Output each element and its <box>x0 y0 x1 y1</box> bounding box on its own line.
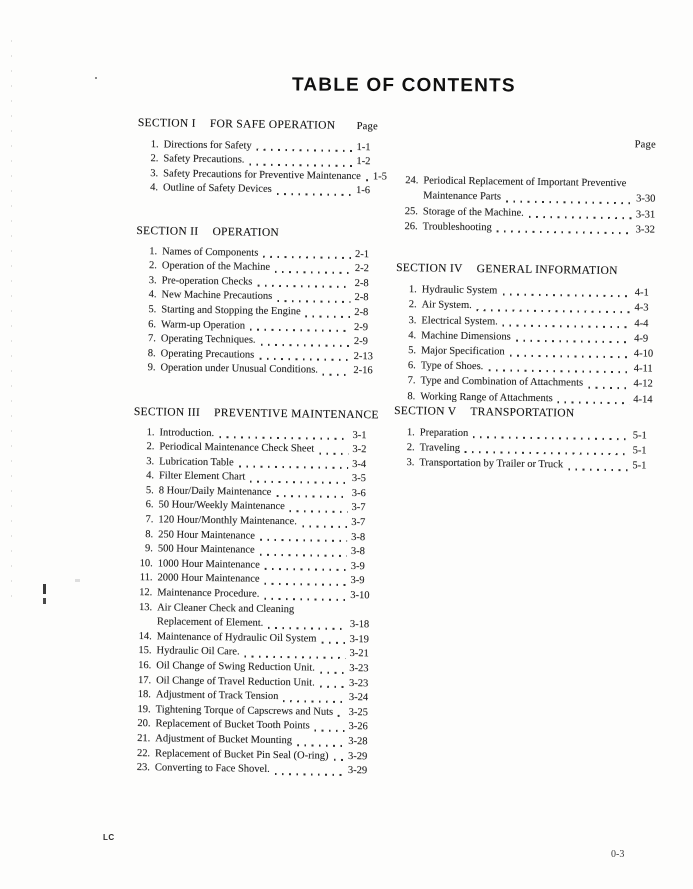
entry-page-number: 3-6 <box>351 487 366 500</box>
entry-number: 9. <box>147 362 156 374</box>
entry-page-number: 3-19 <box>349 633 370 646</box>
page-number: 0-3 <box>611 849 625 860</box>
toc-right-column <box>393 134 664 474</box>
entry-number: 18. <box>137 689 151 701</box>
entry-page-number: 3-2 <box>352 444 367 456</box>
dot-leader <box>338 715 345 717</box>
footer-code: LC <box>103 833 115 842</box>
entry-label: Replacement of Bucket Tooth Points <box>155 718 310 732</box>
entry-page-number: 4-3 <box>634 302 649 314</box>
entry-number: 3. <box>406 457 415 469</box>
section-heading <box>136 224 382 242</box>
section-title: GENERAL INFORMATION <box>476 263 618 278</box>
entry-number: 1. <box>150 138 159 150</box>
entry-label: Periodical Replacement of Important Preventive <box>423 175 627 190</box>
entry-page-number: 3-9 <box>350 575 365 587</box>
section-number: SECTION I <box>137 116 196 130</box>
entry-label: Troubleshooting <box>422 221 492 234</box>
dot-leader <box>277 193 352 196</box>
entry-label: 1000 Hour Maintenance <box>157 558 260 571</box>
entry-label: Operation under Unusual Conditions. <box>160 362 319 376</box>
ink-mark <box>43 598 46 604</box>
entry-label: Major Specification <box>420 345 505 358</box>
entry-number: 8. <box>407 390 416 402</box>
dot-leader <box>239 466 348 470</box>
entry-label: Oil Change of Travel Reduction Unit. <box>156 674 315 689</box>
dot-leader <box>268 627 346 630</box>
entry-page-number: 4-11 <box>633 363 653 375</box>
entry-number: 10. <box>139 557 153 570</box>
entry-label: 250 Hour Maintenance <box>158 528 256 542</box>
toc-entry <box>129 761 375 779</box>
entry-number: 6. <box>145 499 154 511</box>
entry-page-number: 2-8 <box>354 277 369 289</box>
entry-number: 9. <box>145 543 154 555</box>
entry-label: Tightening Torque of Capscrews and Nuts <box>155 704 334 718</box>
entry-page-number: 4-10 <box>633 348 654 360</box>
scan-speckle-line <box>11 40 12 600</box>
entry-page-number: 3-29 <box>348 750 368 762</box>
entry-number: 25. <box>404 205 418 217</box>
dot-leader <box>465 451 629 455</box>
entry-number: 3. <box>150 167 159 180</box>
entry-number: 8. <box>145 528 154 540</box>
dot-leader <box>276 495 347 498</box>
entry-number: 3. <box>146 455 155 467</box>
dot-leader <box>306 315 351 318</box>
dot-leader <box>510 355 630 359</box>
toc-entry <box>397 219 663 238</box>
entry-label: Adjustment of Track Tension <box>155 689 279 703</box>
section-number: SECTION II <box>136 224 199 238</box>
dot-leader <box>260 554 347 557</box>
entry-number: 7. <box>407 375 416 387</box>
entry-label: Oil Change of Swing Reduction Unit. <box>156 660 316 674</box>
dot-leader <box>588 386 629 389</box>
entry-number: 23. <box>136 762 150 774</box>
dot-leader <box>219 436 348 440</box>
entry-page-number: 3-5 <box>351 473 367 485</box>
dot-leader <box>257 285 350 288</box>
entry-label: Maintenance of Hydraulic Oil System <box>156 631 317 645</box>
page-column-label: Page <box>634 139 656 151</box>
entry-number: 14. <box>138 630 152 643</box>
entry-label: Pre-operation Checks <box>161 275 253 288</box>
toc-section <box>137 116 387 199</box>
dot-leader <box>290 510 348 513</box>
section-heading <box>134 405 380 423</box>
dot-leader <box>568 468 628 471</box>
entry-page-number: 3-10 <box>350 590 370 602</box>
dot-leader <box>502 294 630 298</box>
entry-label: Adjustment of Bucket Mounting <box>155 733 293 747</box>
dot-leader <box>275 773 344 776</box>
entry-number: 7. <box>147 333 156 345</box>
dot-leader <box>334 759 345 761</box>
entry-number: 4. <box>150 182 159 194</box>
entry-label: 500 Hour Maintenance <box>157 543 255 556</box>
entry-page-number: 3-8 <box>351 531 366 543</box>
toc-section <box>393 404 660 475</box>
page-label-row <box>398 134 664 153</box>
entry-label: Periodical Maintenance Check Sheet <box>159 441 315 455</box>
section-number: SECTION V <box>394 404 457 418</box>
dot-leader <box>558 401 630 404</box>
entry-label: Maintenance Parts <box>423 190 502 203</box>
entry-label: Outline of Safety Devices <box>162 182 272 196</box>
entry-number: 11. <box>139 572 153 584</box>
entry-number: 1. <box>146 426 155 438</box>
entry-page-number: 5-1 <box>632 460 647 472</box>
entry-page-number: 1-5 <box>372 171 387 183</box>
dot-leader <box>473 436 629 440</box>
entry-page-number: 4-12 <box>633 378 653 391</box>
section-title: TRANSPORTATION <box>470 405 575 420</box>
toc-section <box>394 261 662 408</box>
entry-page-number: 3-23 <box>349 663 369 675</box>
entry-number: 6. <box>407 360 416 372</box>
entry-label: Operation of the Machine <box>161 260 271 274</box>
page-column-label: Page <box>356 121 378 133</box>
ink-mark <box>43 584 46 594</box>
toc-section <box>129 405 380 779</box>
dot-leader <box>323 374 350 376</box>
entry-label: Names of Components <box>162 245 259 259</box>
entry-label: Safety Precautions. <box>163 153 245 166</box>
entry-number: 22. <box>136 747 151 759</box>
entry-page-number: 3-25 <box>348 706 369 719</box>
entry-label: Type of Shoes. <box>420 360 484 373</box>
dot-leader <box>320 686 345 688</box>
entry-label: 2000 Hour Maintenance <box>157 572 260 586</box>
section-title: FOR SAFE OPERATION <box>209 118 336 132</box>
entry-page-number: 3-30 <box>636 193 656 206</box>
entry-page-number: 3-26 <box>348 721 368 733</box>
entry-number: 5. <box>145 485 154 497</box>
entry-label: Maintenance Procedure. <box>157 587 260 600</box>
dot-leader <box>260 539 347 542</box>
dot-leader <box>245 656 346 659</box>
dot-leader <box>366 180 369 182</box>
entry-label: Air System. <box>421 299 472 312</box>
entry-number: 6. <box>148 318 157 330</box>
entry-label: Air Cleaner Check and Cleaning <box>157 601 295 615</box>
dot-leader <box>263 256 351 259</box>
dot-leader <box>529 216 632 219</box>
entry-number: 2. <box>150 153 159 165</box>
entry-page-number: 3-29 <box>347 765 368 777</box>
dot-leader <box>250 329 350 332</box>
entry-number: 7. <box>145 514 154 526</box>
entry-number: 1. <box>406 427 415 439</box>
entry-label: Transportation by Trailer or Truck <box>419 457 564 471</box>
entry-label: Preparation <box>419 427 469 440</box>
entry-page-number: 2-9 <box>353 321 369 333</box>
dot-leader <box>320 671 345 673</box>
section-heading <box>138 116 384 135</box>
entry-label: Type and Combination of Attachments <box>420 375 584 390</box>
entry-label: Working Range of Attachments <box>420 390 553 404</box>
entry-page-number: 3-21 <box>349 648 369 660</box>
toc-left-column <box>129 116 387 779</box>
entry-label: Electrical System. <box>421 314 498 328</box>
entry-number: 4. <box>148 289 157 301</box>
entry-label: Hydraulic System <box>421 284 498 297</box>
entry-number: 3. <box>148 274 157 287</box>
entry-page-number: 2-8 <box>354 306 369 319</box>
entry-label: Warm-up Operation <box>161 318 246 332</box>
entry-number: 5. <box>408 345 417 357</box>
dot-leader <box>250 480 348 483</box>
entry-label: 120 Hour/Monthly Maintenance. <box>158 514 297 528</box>
entry-label: Machine Dimensions <box>421 330 511 343</box>
dot-leader <box>275 271 351 274</box>
entry-label: Traveling <box>419 442 461 455</box>
dot-leader <box>257 149 353 152</box>
dot-leader <box>302 525 348 528</box>
toc-section <box>134 224 382 379</box>
entry-number: 4. <box>146 470 155 482</box>
scan-speck <box>75 579 80 582</box>
dot-leader <box>516 340 630 344</box>
toc-entry <box>134 361 380 379</box>
entry-page-number: 2-8 <box>354 292 369 304</box>
dot-leader <box>265 583 347 586</box>
entry-label: Replacement of Bucket Pin Seal (O-ring) <box>155 747 329 762</box>
section-number: SECTION III <box>133 405 201 419</box>
dot-leader <box>297 744 344 747</box>
entry-page-number: 4-9 <box>634 333 649 345</box>
dot-leader <box>503 324 631 328</box>
dot-leader <box>477 309 631 313</box>
dot-leader <box>283 700 345 703</box>
entry-number: 1. <box>408 284 417 296</box>
dot-leader <box>488 370 629 374</box>
entry-number: 26. <box>404 220 418 233</box>
entry-page-number: 3-4 <box>352 458 367 470</box>
entry-label: Replacement of Element. <box>156 616 264 630</box>
entry-label: Converting to Face Shovel. <box>154 762 270 776</box>
entry-page-number: 4-4 <box>634 317 649 330</box>
dot-leader <box>321 642 345 644</box>
entry-number: 17. <box>137 674 152 686</box>
entry-page-number: 3-1 <box>352 429 367 441</box>
dot-leader <box>497 230 632 234</box>
entry-number: 2. <box>148 260 157 272</box>
entry-label: Safety Precautions for Preventive Maintenance <box>163 168 361 182</box>
dot-leader <box>261 343 350 346</box>
dot-leader <box>265 568 347 571</box>
entry-page-number: 2-2 <box>354 263 369 275</box>
entry-label: 8 Hour/Daily Maintenance <box>158 485 272 498</box>
entry-page-number: 1-6 <box>355 185 371 197</box>
entry-page-number: 3-32 <box>635 224 656 236</box>
entry-number: 5. <box>148 304 157 316</box>
dot-leader <box>506 200 632 204</box>
entry-number: 24. <box>405 175 419 187</box>
entry-number: 2. <box>408 299 417 311</box>
dot-leader <box>264 597 346 600</box>
entry-label: Directions for Safety <box>163 138 252 152</box>
entry-page-number: 3-23 <box>349 677 369 689</box>
entry-page-number: 3-8 <box>350 546 366 558</box>
entry-page-number: 3-9 <box>350 560 365 573</box>
entry-page-number: 5-1 <box>632 445 647 457</box>
entry-label: New Machine Precautions <box>161 289 273 303</box>
entry-number: 2. <box>146 441 155 453</box>
toc-entry <box>393 455 659 474</box>
entry-number: 15. <box>138 645 152 657</box>
dot-leader <box>315 729 345 731</box>
entry-page-number: 3-7 <box>351 502 366 514</box>
dot-leader <box>249 163 352 166</box>
entry-page-number: 3-18 <box>349 619 370 631</box>
entry-label: Lubrication Table <box>159 456 234 469</box>
section-heading <box>394 404 660 423</box>
entry-number: 21. <box>137 733 151 745</box>
entry-label: Storage of the Machine. <box>422 205 524 219</box>
entry-number: 13. <box>138 601 153 613</box>
entry-page-number: 3-31 <box>635 208 656 221</box>
entry-page-number: 3-24 <box>348 692 369 704</box>
entry-label: Introduction. <box>159 426 215 439</box>
entry-page-number: 3-28 <box>348 735 368 748</box>
entry-page-number: 3-7 <box>351 517 366 529</box>
scan-speck <box>95 77 97 79</box>
entry-number: 20. <box>137 718 151 730</box>
section-title: PREVENTIVE MAINTENANCE <box>213 406 379 422</box>
entry-label: Filter Element Chart <box>158 470 246 483</box>
entry-page-number: 2-13 <box>353 350 373 363</box>
entry-page-number: 5-1 <box>632 430 647 442</box>
entry-page-number: 2-9 <box>353 336 368 348</box>
entry-label: Starting and Stopping the Engine <box>161 304 301 318</box>
entry-label: 50 Hour/Weekly Maintenance <box>158 499 285 513</box>
section-title: OPERATION <box>212 226 280 239</box>
entry-number: 2. <box>406 442 415 454</box>
entry-number: 16. <box>138 660 152 672</box>
entry-label: Hydraulic Oil Care. <box>156 645 240 658</box>
section-number: SECTION IV <box>396 262 463 275</box>
entry-number: 19. <box>137 703 151 716</box>
entry-page-number: 4-1 <box>634 287 649 299</box>
section-heading <box>396 261 662 280</box>
entry-number: 1. <box>149 245 158 257</box>
entry-number: 4. <box>408 329 417 342</box>
entry-page-number: 2-16 <box>353 365 373 377</box>
dot-leader <box>277 300 350 303</box>
dot-leader <box>319 452 348 454</box>
entry-label: Operating Techniques. <box>160 333 256 346</box>
entry-number: 8. <box>147 347 156 359</box>
entry-number: 3. <box>408 314 417 326</box>
entry-number: 12. <box>139 587 153 599</box>
entry-label: Operating Precautions <box>160 348 255 361</box>
entry-page-number: 2-1 <box>355 248 370 260</box>
toc-section <box>397 173 664 238</box>
entry-page-number: 4-14 <box>633 393 653 406</box>
entry-page-number: 1-1 <box>356 141 371 153</box>
dot-leader <box>259 358 349 361</box>
page-title: TABLE OF CONTENTS <box>291 74 516 97</box>
entry-page-number: 1-2 <box>356 156 371 168</box>
